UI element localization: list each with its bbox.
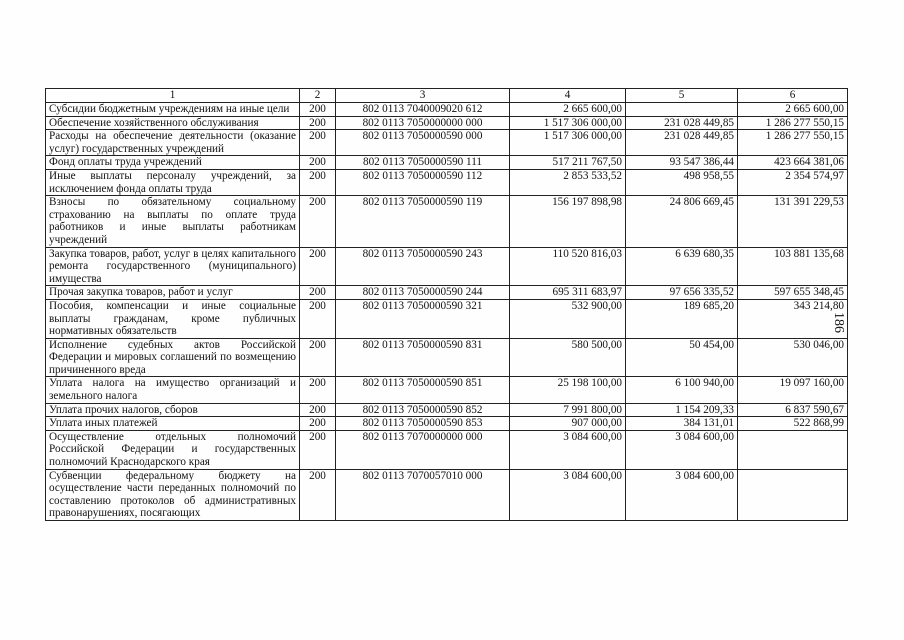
row-executed-amount: 189 685,20 [626, 299, 738, 338]
row-approved-amount: 2 853 533,52 [510, 169, 626, 195]
row-code: 200 [300, 196, 336, 247]
row-code: 200 [300, 286, 336, 300]
row-executed-amount: 498 958,55 [626, 169, 738, 195]
row-code: 200 [300, 116, 336, 130]
row-budget-code: 802 0113 7050000590 851 [336, 377, 510, 403]
table-row [46, 247, 848, 286]
row-approved-amount: 1 517 306 000,00 [510, 116, 626, 130]
row-code: 200 [300, 417, 336, 431]
table-row [46, 377, 848, 403]
row-approved-amount: 25 198 100,00 [510, 377, 626, 403]
table-row [46, 130, 848, 156]
row-remaining-amount [738, 430, 848, 469]
row-remaining-amount: 131 391 229,53 [738, 196, 848, 247]
row-code: 200 [300, 103, 336, 117]
row-budget-code: 802 0113 7050000590 244 [336, 286, 510, 300]
row-approved-amount: 3 084 600,00 [510, 430, 626, 469]
row-code: 200 [300, 156, 336, 170]
row-code: 200 [300, 430, 336, 469]
column-number: 2 [300, 89, 336, 103]
row-budget-code: 802 0113 7040009020 612 [336, 103, 510, 117]
row-remaining-amount: 6 837 590,67 [738, 403, 848, 417]
row-executed-amount: 384 131,01 [626, 417, 738, 431]
row-code: 200 [300, 247, 336, 286]
row-budget-code: 802 0113 7050000590 112 [336, 169, 510, 195]
row-name: Уплата прочих налогов, сборов [46, 403, 300, 417]
row-approved-amount: 2 665 600,00 [510, 103, 626, 117]
row-code: 200 [300, 469, 336, 520]
row-budget-code: 802 0113 7050000590 321 [336, 299, 510, 338]
row-budget-code: 802 0113 7050000000 000 [336, 116, 510, 130]
row-remaining-amount: 522 868,99 [738, 417, 848, 431]
row-remaining-amount: 1 286 277 550,15 [738, 116, 848, 130]
row-remaining-amount: 530 046,00 [738, 338, 848, 377]
table-row [46, 299, 848, 338]
row-approved-amount: 695 311 683,97 [510, 286, 626, 300]
column-number: 6 [738, 89, 848, 103]
row-remaining-amount: 423 664 381,06 [738, 156, 848, 170]
row-executed-amount: 50 454,00 [626, 338, 738, 377]
row-code: 200 [300, 169, 336, 195]
row-approved-amount: 532 900,00 [510, 299, 626, 338]
table-row [46, 103, 848, 117]
row-code: 200 [300, 130, 336, 156]
row-executed-amount: 97 656 335,52 [626, 286, 738, 300]
column-number: 4 [510, 89, 626, 103]
column-number: 5 [626, 89, 738, 103]
row-name: Уплата иных платежей [46, 417, 300, 431]
row-executed-amount: 93 547 386,44 [626, 156, 738, 170]
row-code: 200 [300, 338, 336, 377]
row-remaining-amount: 19 097 160,00 [738, 377, 848, 403]
row-executed-amount: 3 084 600,00 [626, 430, 738, 469]
row-name: Уплата налога на имущество организаций и земельного налога [46, 377, 300, 403]
row-remaining-amount: 343 214,80 [738, 299, 848, 338]
row-name: Иные выплаты персоналу учреждений, за исключением фонда оплаты труда [46, 169, 300, 195]
row-approved-amount: 580 500,00 [510, 338, 626, 377]
row-name: Взносы по обязательному социальному страхованию на выплаты по оплате труда работников и иные выплаты работникам учреждений [46, 196, 300, 247]
row-executed-amount: 3 084 600,00 [626, 469, 738, 520]
row-budget-code: 802 0113 7050000590 831 [336, 338, 510, 377]
table-row [46, 403, 848, 417]
row-executed-amount: 24 806 669,45 [626, 196, 738, 247]
row-remaining-amount [738, 469, 848, 520]
table-row [46, 169, 848, 195]
row-executed-amount: 6 100 940,00 [626, 377, 738, 403]
page-number: 186 [831, 312, 846, 333]
row-name: Прочая закупка товаров, работ и услуг [46, 286, 300, 300]
row-name: Субвенции федеральному бюджету на осуществление части переданных полномочий по составлению протоколов об административных правонарушениях, посягающих [46, 469, 300, 520]
table-row [46, 196, 848, 247]
row-budget-code: 802 0113 7070057010 000 [336, 469, 510, 520]
row-name: Осуществление отдельных полномочий Российской Федерации и государственных полномочий Краснодарского края [46, 430, 300, 469]
table-row [46, 417, 848, 431]
row-budget-code: 802 0113 7050000590 852 [336, 403, 510, 417]
row-remaining-amount: 2 354 574,97 [738, 169, 848, 195]
row-approved-amount: 517 211 767,50 [510, 156, 626, 170]
column-number-row [46, 89, 848, 103]
column-number: 3 [336, 89, 510, 103]
row-remaining-amount: 597 655 348,45 [738, 286, 848, 300]
table-row [46, 156, 848, 170]
row-remaining-amount: 103 881 135,68 [738, 247, 848, 286]
row-budget-code: 802 0113 7050000590 119 [336, 196, 510, 247]
row-name: Обеспечение хозяйственного обслуживания [46, 116, 300, 130]
row-approved-amount: 3 084 600,00 [510, 469, 626, 520]
row-budget-code: 802 0113 7050000590 243 [336, 247, 510, 286]
table-row [46, 430, 848, 469]
row-budget-code: 802 0113 7050000590 111 [336, 156, 510, 170]
row-name: Пособия, компенсации и иные социальные выплаты гражданам, кроме публичных нормативных обязательств [46, 299, 300, 338]
row-code: 200 [300, 403, 336, 417]
row-budget-code: 802 0113 7050000590 853 [336, 417, 510, 431]
row-approved-amount: 1 517 306 000,00 [510, 130, 626, 156]
row-remaining-amount: 2 665 600,00 [738, 103, 848, 117]
row-name: Фонд оплаты труда учреждений [46, 156, 300, 170]
row-approved-amount: 907 000,00 [510, 417, 626, 431]
table-row [46, 286, 848, 300]
row-executed-amount: 6 639 680,35 [626, 247, 738, 286]
row-code: 200 [300, 299, 336, 338]
budget-execution-table [45, 88, 848, 521]
table-row [46, 469, 848, 520]
row-approved-amount: 110 520 816,03 [510, 247, 626, 286]
row-budget-code: 802 0113 7050000590 000 [336, 130, 510, 156]
row-budget-code: 802 0113 7070000000 000 [336, 430, 510, 469]
row-name: Исполнение судебных актов Российской Федерации и мировых соглашений по возмещению причиненного вреда [46, 338, 300, 377]
row-approved-amount: 7 991 800,00 [510, 403, 626, 417]
row-approved-amount: 156 197 898,98 [510, 196, 626, 247]
row-name: Закупка товаров, работ, услуг в целях капитального ремонта государственного (муниципального) имущества [46, 247, 300, 286]
table-row [46, 338, 848, 377]
row-executed-amount: 231 028 449,85 [626, 130, 738, 156]
row-executed-amount [626, 103, 738, 117]
row-executed-amount: 231 028 449,85 [626, 116, 738, 130]
column-number: 1 [46, 89, 300, 103]
row-executed-amount: 1 154 209,33 [626, 403, 738, 417]
row-remaining-amount: 1 286 277 550,15 [738, 130, 848, 156]
table-row [46, 116, 848, 130]
row-name: Расходы на обеспечение деятельности (оказание услуг) государственных учреждений [46, 130, 300, 156]
row-code: 200 [300, 377, 336, 403]
row-name: Субсидии бюджетным учреждениям на иные цели [46, 103, 300, 117]
